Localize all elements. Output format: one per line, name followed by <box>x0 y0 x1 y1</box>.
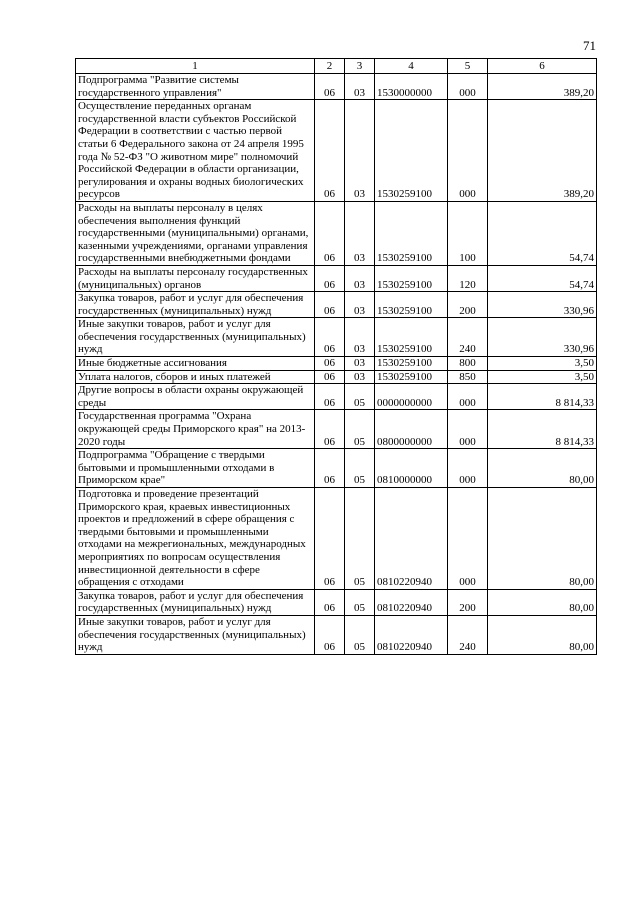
row-section: 06 <box>315 100 345 202</box>
row-expense-type: 000 <box>448 74 488 100</box>
page-number: 71 <box>583 38 596 53</box>
row-name: Иные бюджетные ассигнования <box>76 357 315 371</box>
row-subsection: 03 <box>345 370 375 384</box>
table-row <box>76 589 597 615</box>
row-section: 06 <box>315 615 345 654</box>
table-header-row <box>76 59 597 74</box>
row-section: 06 <box>315 201 345 265</box>
row-amount: 330,96 <box>488 292 597 318</box>
row-target-code: 0800000000 <box>375 410 448 449</box>
row-name: Подготовка и проведение презентаций Приморского края, краевых инвестиционных проектов и предложений в сфере обращения с твердыми бытовыми и промышленными отходами на межрегиональных, международных мероприятиях по вопросам осуществления инвестиционной деятельности в сфере обращения с отходами <box>76 488 315 590</box>
row-amount: 3,50 <box>488 357 597 371</box>
row-section: 06 <box>315 265 345 291</box>
table-row <box>76 292 597 318</box>
row-subsection: 03 <box>345 74 375 100</box>
row-name: Подпрограмма "Обращение с твердыми бытовыми и промышленными отходами в Приморском крае" <box>76 449 315 488</box>
row-expense-type: 000 <box>448 449 488 488</box>
header-cell-2: 2 <box>315 59 345 74</box>
row-expense-type: 000 <box>448 100 488 202</box>
table-row <box>76 410 597 449</box>
table-row <box>76 100 597 202</box>
row-name: Иные закупки товаров, работ и услуг для обеспечения государственных (муниципальных) нужд <box>76 318 315 357</box>
header-cell-3: 3 <box>345 59 375 74</box>
row-expense-type: 850 <box>448 370 488 384</box>
row-name: Иные закупки товаров, работ и услуг для обеспечения государственных (муниципальных) нужд <box>76 615 315 654</box>
table-row <box>76 318 597 357</box>
row-name: Уплата налогов, сборов и иных платежей <box>76 370 315 384</box>
row-target-code: 1530000000 <box>375 74 448 100</box>
row-subsection: 05 <box>345 384 375 410</box>
row-subsection: 05 <box>345 488 375 590</box>
row-expense-type: 200 <box>448 589 488 615</box>
row-subsection: 03 <box>345 201 375 265</box>
header-cell-4: 4 <box>375 59 448 74</box>
row-name: Расходы на выплаты персоналу государственных (муниципальных) органов <box>76 265 315 291</box>
row-subsection: 03 <box>345 265 375 291</box>
row-section: 06 <box>315 384 345 410</box>
row-section: 06 <box>315 449 345 488</box>
row-amount: 80,00 <box>488 449 597 488</box>
row-name: Подпрограмма "Развитие системы государственного управления" <box>76 74 315 100</box>
table-row <box>76 357 597 371</box>
header-cell-6: 6 <box>488 59 597 74</box>
row-amount: 80,00 <box>488 488 597 590</box>
table-row <box>76 384 597 410</box>
row-target-code: 1530259100 <box>375 318 448 357</box>
row-target-code: 1530259100 <box>375 100 448 202</box>
row-expense-type: 200 <box>448 292 488 318</box>
row-target-code: 1530259100 <box>375 265 448 291</box>
row-name: Государственная программа "Охрана окружающей среды Приморского края" на 2013-2020 годы <box>76 410 315 449</box>
row-amount: 80,00 <box>488 589 597 615</box>
row-amount: 8 814,33 <box>488 410 597 449</box>
row-section: 06 <box>315 589 345 615</box>
row-section: 06 <box>315 292 345 318</box>
table-row <box>76 74 597 100</box>
row-expense-type: 100 <box>448 201 488 265</box>
budget-table <box>75 58 597 655</box>
row-amount: 389,20 <box>488 74 597 100</box>
table-row <box>76 370 597 384</box>
row-target-code: 0810220940 <box>375 488 448 590</box>
row-target-code: 1530259100 <box>375 370 448 384</box>
table-row <box>76 449 597 488</box>
row-section: 06 <box>315 410 345 449</box>
table-row <box>76 615 597 654</box>
row-expense-type: 240 <box>448 318 488 357</box>
row-expense-type: 120 <box>448 265 488 291</box>
row-section: 06 <box>315 74 345 100</box>
row-subsection: 05 <box>345 449 375 488</box>
row-section: 06 <box>315 370 345 384</box>
row-section: 06 <box>315 357 345 371</box>
row-name: Закупка товаров, работ и услуг для обеспечения государственных (муниципальных) нужд <box>76 589 315 615</box>
header-cell-1: 1 <box>76 59 315 74</box>
row-amount: 54,74 <box>488 265 597 291</box>
table-row <box>76 201 597 265</box>
row-amount: 8 814,33 <box>488 384 597 410</box>
row-subsection: 03 <box>345 318 375 357</box>
row-subsection: 03 <box>345 357 375 371</box>
row-target-code: 1530259100 <box>375 357 448 371</box>
row-amount: 80,00 <box>488 615 597 654</box>
row-expense-type: 000 <box>448 488 488 590</box>
row-target-code: 1530259100 <box>375 292 448 318</box>
table-row <box>76 265 597 291</box>
row-subsection: 05 <box>345 410 375 449</box>
row-expense-type: 000 <box>448 410 488 449</box>
row-amount: 330,96 <box>488 318 597 357</box>
row-section: 06 <box>315 318 345 357</box>
row-expense-type: 800 <box>448 357 488 371</box>
row-name: Закупка товаров, работ и услуг для обеспечения государственных (муниципальных) нужд <box>76 292 315 318</box>
row-subsection: 03 <box>345 100 375 202</box>
row-name: Расходы на выплаты персоналу в целях обеспечения выполнения функций государственными (муниципальными) органами, казенными учреждениями, органами управления государственными внебюджетными фондами <box>76 201 315 265</box>
row-amount: 54,74 <box>488 201 597 265</box>
header-cell-5: 5 <box>448 59 488 74</box>
table-row <box>76 488 597 590</box>
row-name: Другие вопросы в области охраны окружающей среды <box>76 384 315 410</box>
row-expense-type: 240 <box>448 615 488 654</box>
row-section: 06 <box>315 488 345 590</box>
row-target-code: 0810220940 <box>375 615 448 654</box>
row-amount: 3,50 <box>488 370 597 384</box>
row-target-code: 0810220940 <box>375 589 448 615</box>
row-subsection: 05 <box>345 589 375 615</box>
row-expense-type: 000 <box>448 384 488 410</box>
row-subsection: 03 <box>345 292 375 318</box>
row-name: Осуществление переданных органам государственной власти субъектов Российской Федерации в соответствии с частью первой статьи 6 Федерального закона от 24 апреля 1995 года № 52-ФЗ "О животном мире" полномочий Российской Федерации в области организации, регулирования и охраны водных биологических ресурсов <box>76 100 315 202</box>
row-subsection: 05 <box>345 615 375 654</box>
row-target-code: 1530259100 <box>375 201 448 265</box>
row-target-code: 0000000000 <box>375 384 448 410</box>
row-target-code: 0810000000 <box>375 449 448 488</box>
row-amount: 389,20 <box>488 100 597 202</box>
